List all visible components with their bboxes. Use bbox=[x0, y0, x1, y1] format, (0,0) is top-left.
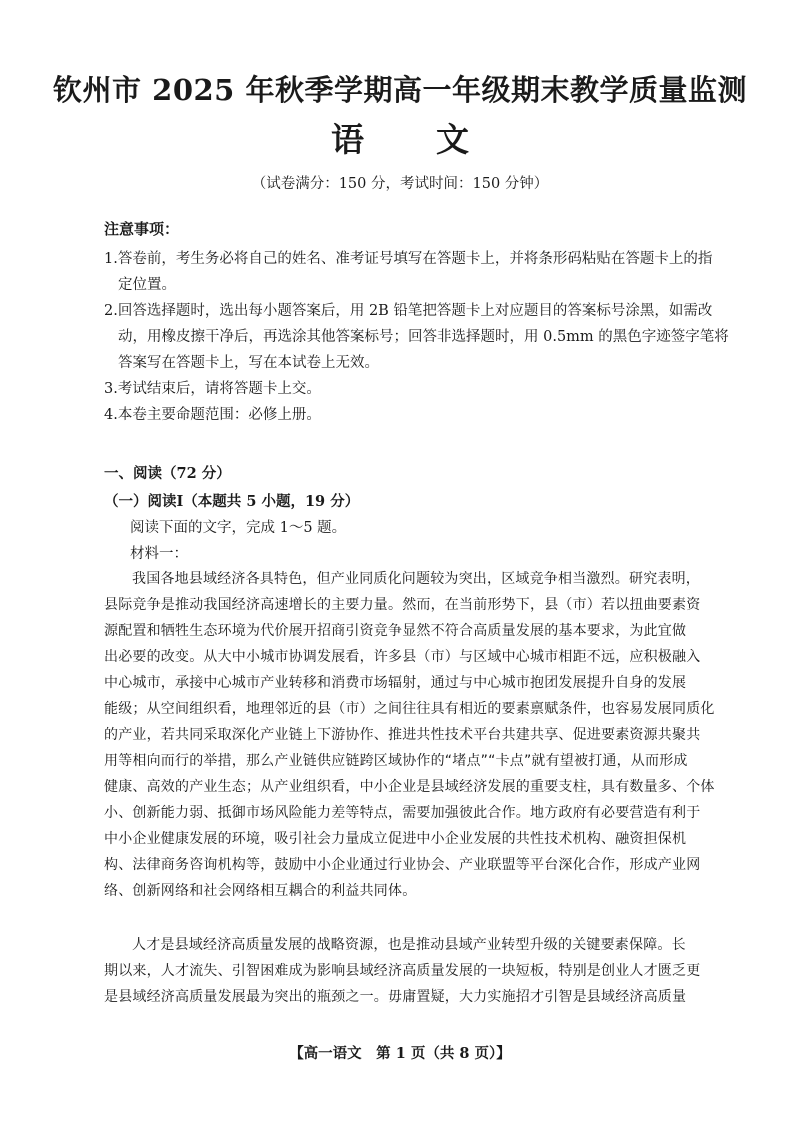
note-line: 定位置。 bbox=[118, 277, 176, 293]
subject-title bbox=[0, 114, 800, 161]
passage-line: 出必要的改变。从大中小城市协调发展看，许多县（市）与区域中心城市相距不远，应积极融入 bbox=[104, 649, 701, 665]
page-footer: 【高一语文 第 1 页（共 8 页）】 bbox=[289, 1045, 511, 1062]
note-item bbox=[104, 376, 724, 402]
passage-line: 源配置和牺牲生态环境为代价展开招商引资竞争显然不符合高质量发展的基本要求，为此宜做 bbox=[104, 623, 687, 639]
passage-line: 小、创新能力弱、抵御市场风险能力差等特点，需要加强彼此合作。地方政府有必要营造有利于 bbox=[104, 805, 701, 821]
passage-line: 用等相向而行的举措，那么产业链供应链跨区域协作的“堵点”“卡点”就有望被打通，从而形成 bbox=[104, 753, 688, 769]
exam-info: （试卷满分：150 分，考试时间：150 分钟） bbox=[251, 176, 549, 192]
passage-paragraph-2 bbox=[104, 932, 728, 1010]
note-line: 4.本卷主要命题范围：必修上册。 bbox=[104, 407, 321, 423]
note-line: 2.回答选择题时，选出每小题答案后，用 2B 铅笔把答题卡上对应题目的答案标号涂黑，如需改 bbox=[104, 303, 713, 319]
passage-line: 中心城市，承接中心城市产业转移和消费市场辐射，通过与中心城市抱团发展提升自身的发展 bbox=[104, 675, 687, 691]
material-label: 材料一： bbox=[130, 546, 188, 562]
section-title: 一、阅读（72 分） bbox=[104, 465, 231, 482]
passage-line: 是县域经济高质量发展最为突出的瓶颈之一。毋庸置疑，大力实施招才引智是县域经济高质量 bbox=[104, 989, 687, 1005]
passage-line: 我国各地县域经济各具特色，但产业同质化问题较为突出，区域竞争相当激烈。研究表明， bbox=[132, 571, 700, 587]
passage-line: 的产业，若共同采取深化产业链上下游协作、推进共性技术平台共建共享、促进要素资源共聚共 bbox=[104, 727, 701, 743]
note-line: 1.答卷前，考生务必将自己的姓名、准考证号填写在答题卡上，并将条形码粘贴在答题卡上的指 bbox=[104, 251, 713, 267]
note-item bbox=[104, 246, 724, 298]
reading-instruction: 阅读下面的文字，完成 1～5 题。 bbox=[130, 520, 347, 536]
exam-title: 钦州市 2025 年秋季学期高一年级期末教学质量监测 bbox=[53, 73, 747, 107]
passage-paragraph-1 bbox=[104, 566, 728, 904]
notes-heading: 注意事项： bbox=[104, 220, 180, 238]
passage-line: 能级；从空间组织看，地理邻近的县（市）之间往往具有相近的要素禀赋条件，也容易发展同质化 bbox=[104, 701, 715, 717]
passage-line: 期以来，人才流失、引智困难成为影响县域经济高质量发展的一块短板，特别是创业人才匮乏更 bbox=[104, 963, 701, 979]
note-line: 答案写在答题卡上，写在本试卷上无效。 bbox=[118, 355, 379, 371]
passage-line: 人才是县域经济高质量发展的战略资源，也是推动县域产业转型升级的关键要素保障。长 bbox=[132, 937, 686, 953]
subject-char-2: 文 bbox=[436, 120, 469, 159]
passage-line: 中小企业健康发展的环境，吸引社会力量成立促进中小企业发展的共性技术机构、融资担保机 bbox=[104, 831, 687, 847]
note-line: 3.考试结束后，请将答题卡上交。 bbox=[104, 381, 321, 397]
subsection-title: （一）阅读Ⅰ（本题共 5 小题，19 分） bbox=[104, 493, 360, 510]
note-line: 动，用橡皮擦干净后，再选涂其他答案标号；回答非选择题时，用 0.5mm 的黑色字迹签字笔将 bbox=[118, 329, 729, 345]
note-item bbox=[104, 298, 729, 376]
passage-line: 构、法律商务咨询机构等，鼓励中小企业通过行业协会、产业联盟等平台深化合作，形成产业网 bbox=[104, 857, 701, 873]
passage-line: 县际竞争是推动我国经济高速增长的主要力量。然而，在当前形势下，县（市）若以扭曲要素资 bbox=[104, 597, 701, 613]
note-item bbox=[104, 402, 724, 428]
subject-char-1: 语 bbox=[331, 120, 364, 159]
passage-line: 健康、高效的产业生态；从产业组织看，中小企业是县域经济发展的重要支柱，具有数量多、个体 bbox=[104, 779, 715, 795]
passage-line: 络、创新网络和社会网络相互耦合的利益共同体。 bbox=[104, 883, 417, 899]
